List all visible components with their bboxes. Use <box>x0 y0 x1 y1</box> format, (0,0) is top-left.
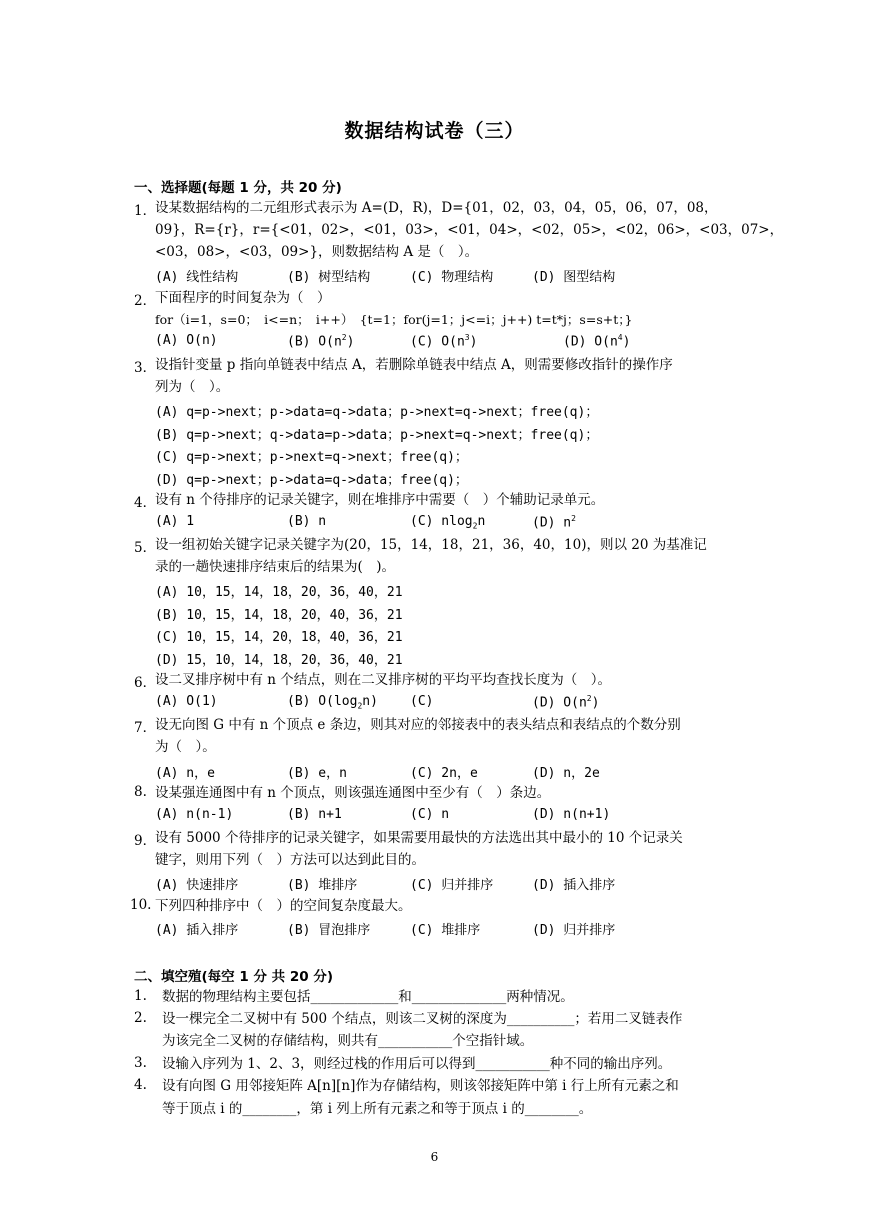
section-heading-choice: 一、选择题(每题 1 分，共 20 分) <box>134 180 342 196</box>
option-a: (A) 线性结构 <box>155 270 239 285</box>
option-a: (A) n，e <box>155 766 215 781</box>
option-c: (C) $O(n^3)$ <box>410 333 478 350</box>
question-text: 下列四种排序中（ ）的空间复杂度最大。 <box>155 898 412 914</box>
option-d: (D) 归并排序 <box>532 923 616 938</box>
option-b: (B) e，n <box>287 766 347 781</box>
question-text: 设二叉排序树中有 n 个结点，则在二叉排序树的平均平均查找长度为（ ）。 <box>155 672 612 688</box>
option-c: (C) 堆排序 <box>410 923 481 938</box>
option-c: (C) 10，15，14，20，18，40，36，21 <box>155 630 403 645</box>
option-b: (B) q=p->next；q->data=p->data；p->next=q->next；free(q)； <box>155 428 599 443</box>
question-text: 设无向图 G 中有 n 个顶点 e 条边，则其对应的邻接表中的表头结点和表结点的个数分别 <box>155 717 681 733</box>
question-text: 下面程序的时间复杂为（ ） <box>155 290 331 306</box>
option-b: (B) $O(\log_2n)$ <box>287 694 378 711</box>
option-b: (B) $O(n^2)$ <box>287 333 355 350</box>
question-number: 9． <box>134 833 157 849</box>
question-text: 09}，R={r}，r={<01，02>，<01，03>，<01，04>，<02，05>，<02，06>，<03，07>， <box>155 222 784 238</box>
option-d: (D) q=p->next；p->data=q->data；free(q)； <box>155 473 468 488</box>
question-text: 设有 5000 个待排序的记录关键字，如果需要用最快的方法选出其中最小的 10 个记录关 <box>155 830 683 846</box>
question-text: 设指针变量 p 指向单链表中结点 A，若删除单链表中结点 A，则需要修改指针的操作序 <box>155 357 673 373</box>
option-d: (D) 15，10，14，18，20，36，40，21 <box>155 653 403 668</box>
option-c: (C) q=p->next；p->next=q->next；free(q)； <box>155 450 468 465</box>
question-number: 5． <box>134 540 157 556</box>
question-number: 10. <box>130 897 152 913</box>
option-b: (B) 树型结构 <box>287 270 371 285</box>
item-number: 2. <box>134 1010 147 1026</box>
option-c: (C) <box>410 694 434 709</box>
option-d: (D) n，2e <box>532 766 600 781</box>
option-a: (A) 插入排序 <box>155 923 239 938</box>
option-c: (C) n <box>410 807 450 822</box>
question-text: 设某强连通图中有 n 个顶点，则该强连通图中至少有（ ）条边。 <box>155 785 551 801</box>
question-text: 录的一趟快速排序结束后的结果为( )。 <box>155 559 396 575</box>
option-d: (D) 插入排序 <box>532 878 616 893</box>
code-line: for（i=1，s=0； i<=n； i++） {t=1；for(j=1；j<=i；j++) t=t*j；s=s+t；} <box>155 312 633 327</box>
question-number: 2． <box>134 293 157 309</box>
option-b: (B) 10，15，14，18，20，40，36，21 <box>155 608 403 623</box>
option-d: (D) $O(n^4)$ <box>563 333 631 350</box>
option-d: (D) 图型结构 <box>532 270 616 285</box>
option-a: (A) O(n) <box>155 333 218 348</box>
question-text: 列为（ ）。 <box>155 379 230 395</box>
option-a: (A) q=p->next；p->data=q->data；p->next=q->next；free(q)； <box>155 405 599 420</box>
item-number: 1. <box>134 988 147 1004</box>
page-title: 数据结构试卷（三） <box>344 120 525 142</box>
option-c: (C) 物理结构 <box>410 270 494 285</box>
question-text: 键字，则用下列（ ）方法可以达到此目的。 <box>155 852 425 868</box>
option-a: (A) n(n-1) <box>155 807 234 822</box>
question-text: 设有 n 个待排序的记录关键字，则在堆排序中需要（ ）个辅助记录单元。 <box>155 492 605 508</box>
option-c: (C) nlog$_2$n <box>410 514 486 531</box>
item-text: 等于顶点 i 的________，第 i 列上所有元素之和等于顶点 i 的________。 <box>162 1101 593 1117</box>
question-number: 3． <box>134 360 157 376</box>
question-number: 1． <box>134 203 157 219</box>
option-b: (B) 冒泡排序 <box>287 923 371 938</box>
page-number: 6 <box>430 1150 439 1164</box>
option-c: (C) 2n，e <box>410 766 478 781</box>
question-number: 4． <box>134 495 157 511</box>
option-b: (B) n <box>287 514 327 529</box>
option-d: (D) $n^2$ <box>532 514 576 531</box>
item-number: 4. <box>134 1077 147 1093</box>
item-text: 设输入序列为 1、2、3，则经过栈的作用后可以得到___________种不同的输出序列。 <box>162 1056 672 1072</box>
option-a: (A) 1 <box>155 514 195 529</box>
question-number: 8. <box>134 784 147 800</box>
option-a: (A) O(1) <box>155 694 218 709</box>
question-text: <03，08>，<03，09>}，则数据结构 A 是（ ）。 <box>155 244 479 260</box>
option-d: (D) n(n+1) <box>532 807 611 822</box>
question-text: 设一组初始关键字记录关键字为(20，15，14，18，21，36，40，10)，则以 20 为基准记 <box>155 537 707 553</box>
item-text: 为该完全二叉树的存储结构，则共有___________个空指针域。 <box>162 1033 534 1049</box>
item-text: 设一棵完全二叉树中有 500 个结点，则该二叉树的深度为__________；若用二叉链表作 <box>162 1011 683 1027</box>
question-text: 为（ ）。 <box>155 739 216 755</box>
question-number: 7． <box>134 720 157 736</box>
question-text: 设某数据结构的二元组形式表示为 A=(D，R)，D={01，02，03，04，05，06，07，08， <box>155 200 718 216</box>
item-text: 设有向图 G 用邻接矩阵 A[n][n]作为存储结构，则该邻接矩阵中第 i 行上所有元素之和 <box>162 1078 679 1094</box>
option-d: (D) $O(n^2)$ <box>532 694 600 711</box>
item-number: 3. <box>134 1055 147 1071</box>
option-b: (B) 堆排序 <box>287 878 358 893</box>
option-c: (C) 归并排序 <box>410 878 494 893</box>
item-text: 数据的物理结构主要包括_____________和______________两种情况。 <box>162 989 574 1005</box>
option-a: (A) 快速排序 <box>155 878 239 893</box>
section-heading-fill-blank: 二、填空殖(每空 1 分 共 20 分) <box>134 969 334 985</box>
option-b: (B) n+1 <box>287 807 342 822</box>
option-a: (A) 10，15，14，18，20，36，40，21 <box>155 585 403 600</box>
question-number: 6． <box>134 675 157 691</box>
